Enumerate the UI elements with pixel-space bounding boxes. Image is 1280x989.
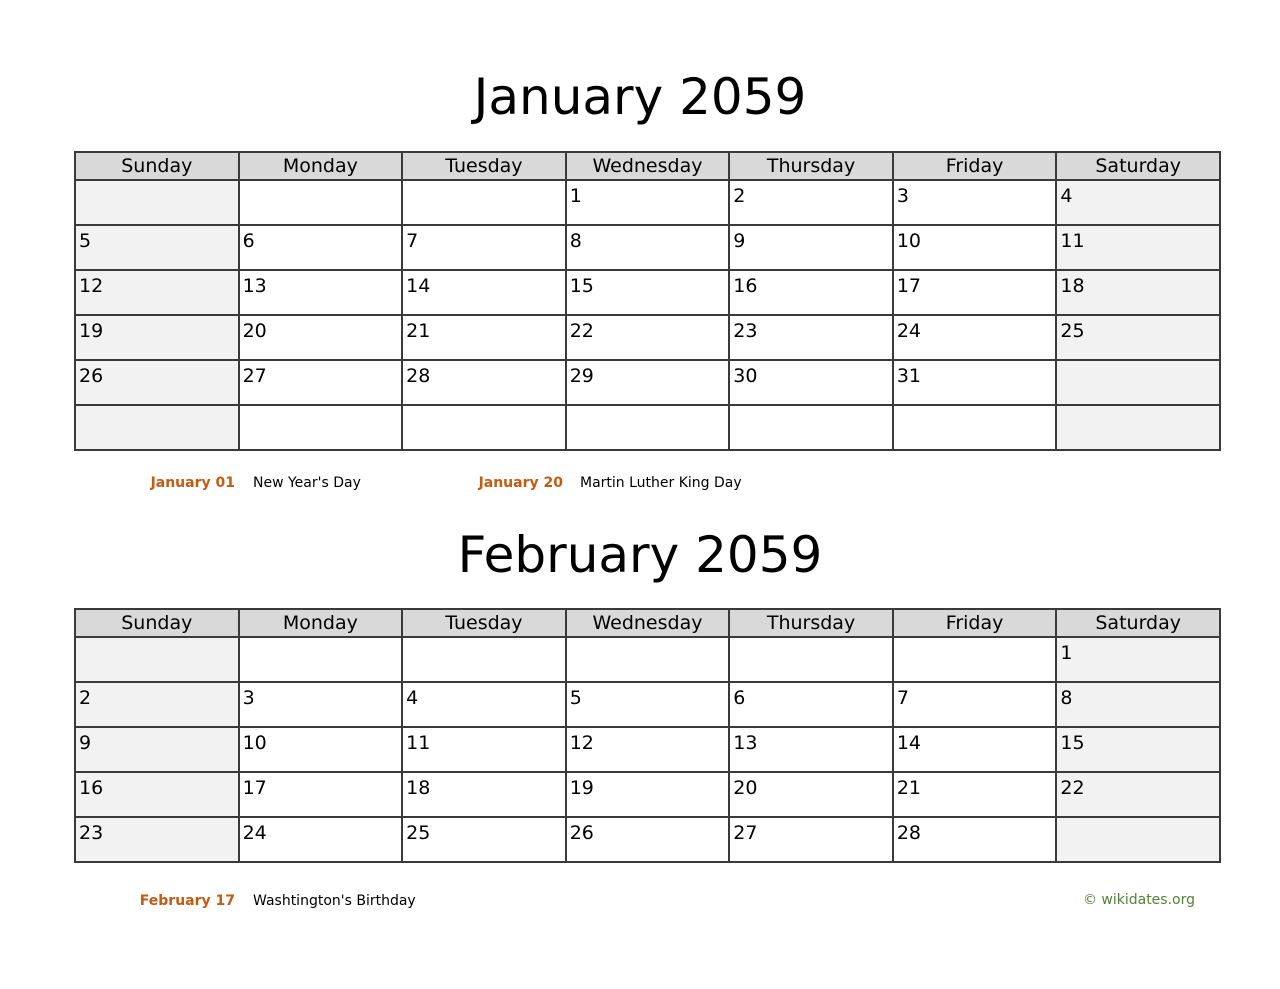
day-number: 2 <box>733 185 746 207</box>
day-cell <box>1056 270 1220 315</box>
day-cell <box>893 772 1057 817</box>
weekday-header-wednesday: Wednesday <box>566 609 730 637</box>
day-cell <box>402 180 566 225</box>
day-number: 22 <box>1060 777 1085 799</box>
day-cell <box>1056 180 1220 225</box>
day-cell <box>566 682 730 727</box>
day-number <box>730 406 892 411</box>
day-number: 4 <box>406 687 419 709</box>
day-number: 12 <box>569 732 594 754</box>
day-number <box>567 406 729 411</box>
holiday-date: February 17 <box>139 893 235 909</box>
day-cell <box>239 817 403 862</box>
day-cell <box>1056 315 1220 360</box>
day-cell <box>402 637 566 682</box>
weekday-header-tuesday: Tuesday <box>402 609 566 637</box>
day-number: 28 <box>896 822 921 844</box>
day-cell <box>1056 360 1220 405</box>
day-number: 10 <box>896 230 921 252</box>
day-number: 20 <box>242 320 267 342</box>
day-cell <box>893 270 1057 315</box>
day-number: 5 <box>569 687 582 709</box>
day-number: 7 <box>896 687 909 709</box>
weekday-header-saturday: Saturday <box>1056 152 1220 180</box>
day-number: 24 <box>242 822 267 844</box>
day-number: 18 <box>406 777 431 799</box>
day-number: 25 <box>406 822 431 844</box>
day-number: 15 <box>1060 732 1085 754</box>
week-row <box>75 270 1220 315</box>
week-row <box>75 817 1220 862</box>
day-cell <box>75 225 239 270</box>
day-number <box>403 406 565 411</box>
day-cell <box>893 682 1057 727</box>
day-cell <box>239 772 403 817</box>
day-cell <box>75 270 239 315</box>
weekday-header-row <box>75 609 1220 637</box>
day-cell <box>729 315 893 360</box>
day-number: 16 <box>79 777 104 799</box>
day-number: 31 <box>896 365 921 387</box>
day-cell <box>566 270 730 315</box>
calendar-grid-february <box>74 608 1221 863</box>
day-cell <box>566 360 730 405</box>
day-cell <box>729 637 893 682</box>
day-number: 1 <box>1060 642 1073 664</box>
week-row <box>75 315 1220 360</box>
day-cell <box>1056 727 1220 772</box>
day-cell <box>729 817 893 862</box>
day-cell <box>729 682 893 727</box>
day-cell <box>402 225 566 270</box>
day-number: 26 <box>79 365 104 387</box>
day-cell <box>239 180 403 225</box>
day-cell <box>729 270 893 315</box>
day-cell <box>729 772 893 817</box>
day-cell <box>239 270 403 315</box>
day-cell <box>566 315 730 360</box>
day-cell <box>1056 225 1220 270</box>
weekday-header-thursday: Thursday <box>729 609 893 637</box>
day-cell <box>402 727 566 772</box>
day-number: 3 <box>896 185 909 207</box>
day-cell <box>729 727 893 772</box>
day-cell <box>729 405 893 450</box>
day-cell <box>893 225 1057 270</box>
day-cell <box>893 817 1057 862</box>
month-title-february: February 2059 <box>457 526 823 584</box>
weekday-header-row <box>75 152 1220 180</box>
day-cell <box>402 682 566 727</box>
day-cell <box>75 682 239 727</box>
day-number: 8 <box>569 230 582 252</box>
day-number: 10 <box>242 732 267 754</box>
week-row <box>75 727 1220 772</box>
day-number: 6 <box>242 230 255 252</box>
day-cell <box>239 727 403 772</box>
day-number: 16 <box>733 275 758 297</box>
day-cell <box>402 772 566 817</box>
day-cell <box>75 772 239 817</box>
day-number: 5 <box>79 230 92 252</box>
day-cell <box>1056 772 1220 817</box>
day-number: 29 <box>569 365 594 387</box>
day-cell <box>239 315 403 360</box>
day-cell <box>75 637 239 682</box>
day-cell <box>566 405 730 450</box>
day-number: 14 <box>406 275 431 297</box>
day-cell <box>239 225 403 270</box>
day-number <box>894 638 1056 643</box>
weekday-header-friday: Friday <box>893 152 1057 180</box>
weekday-header-sunday: Sunday <box>75 152 239 180</box>
day-number: 28 <box>406 365 431 387</box>
week-row <box>75 180 1220 225</box>
week-row <box>75 772 1220 817</box>
day-number <box>567 638 729 643</box>
day-cell <box>1056 817 1220 862</box>
day-number: 18 <box>1060 275 1085 297</box>
day-number: 9 <box>79 732 92 754</box>
day-number: 6 <box>733 687 746 709</box>
weekday-header-friday: Friday <box>893 609 1057 637</box>
day-number: 1 <box>569 185 582 207</box>
day-number: 4 <box>1060 185 1073 207</box>
day-cell <box>893 405 1057 450</box>
week-row <box>75 225 1220 270</box>
day-cell <box>75 360 239 405</box>
day-number <box>403 181 565 186</box>
holiday-date: January 01 <box>150 475 235 491</box>
day-cell <box>75 180 239 225</box>
day-cell <box>893 180 1057 225</box>
weekday-header-monday: Monday <box>239 152 403 180</box>
day-number <box>403 638 565 643</box>
day-number: 19 <box>569 777 594 799</box>
day-cell <box>729 180 893 225</box>
day-cell <box>566 727 730 772</box>
holiday-name: Martin Luther King Day <box>580 475 742 491</box>
day-number: 9 <box>733 230 746 252</box>
day-number: 23 <box>733 320 758 342</box>
weekday-header-thursday: Thursday <box>729 152 893 180</box>
weekday-header-saturday: Saturday <box>1056 609 1220 637</box>
day-cell <box>566 772 730 817</box>
holiday-name: Washtington's Birthday <box>253 893 416 909</box>
day-number <box>76 406 238 411</box>
day-cell <box>1056 405 1220 450</box>
day-cell <box>729 225 893 270</box>
day-number: 13 <box>242 275 267 297</box>
day-cell <box>893 360 1057 405</box>
day-cell <box>402 817 566 862</box>
day-cell <box>402 270 566 315</box>
month-title-january: January 2059 <box>473 68 807 126</box>
day-number: 27 <box>242 365 267 387</box>
day-cell <box>75 315 239 360</box>
day-cell <box>893 727 1057 772</box>
day-number: 21 <box>896 777 921 799</box>
day-number <box>894 406 1056 411</box>
day-number: 8 <box>1060 687 1073 709</box>
day-cell <box>893 637 1057 682</box>
day-number: 17 <box>896 275 921 297</box>
week-row <box>75 637 1220 682</box>
day-number: 14 <box>896 732 921 754</box>
holiday-name: New Year's Day <box>253 475 361 491</box>
day-number: 24 <box>896 320 921 342</box>
calendar-grid-january <box>74 151 1221 451</box>
day-number: 3 <box>242 687 255 709</box>
week-row <box>75 360 1220 405</box>
day-cell <box>893 315 1057 360</box>
day-cell <box>566 225 730 270</box>
day-number: 22 <box>569 320 594 342</box>
day-cell <box>239 405 403 450</box>
day-number <box>240 638 402 643</box>
day-number: 15 <box>569 275 594 297</box>
day-number: 2 <box>79 687 92 709</box>
day-number: 25 <box>1060 320 1085 342</box>
day-number: 19 <box>79 320 104 342</box>
day-cell <box>239 682 403 727</box>
day-cell <box>75 405 239 450</box>
day-number: 17 <box>242 777 267 799</box>
weekday-header-tuesday: Tuesday <box>402 152 566 180</box>
day-cell <box>566 180 730 225</box>
week-row <box>75 682 1220 727</box>
day-number: 23 <box>79 822 104 844</box>
day-cell <box>239 637 403 682</box>
day-cell <box>402 405 566 450</box>
day-number: 26 <box>569 822 594 844</box>
day-cell <box>402 360 566 405</box>
day-number: 27 <box>733 822 758 844</box>
weekday-header-monday: Monday <box>239 609 403 637</box>
day-number: 7 <box>406 230 419 252</box>
day-cell <box>239 360 403 405</box>
day-cell <box>566 817 730 862</box>
weekday-header-wednesday: Wednesday <box>566 152 730 180</box>
day-number <box>1057 818 1219 823</box>
day-number <box>1057 361 1219 366</box>
day-number: 21 <box>406 320 431 342</box>
day-cell <box>566 637 730 682</box>
day-number <box>1057 406 1219 411</box>
day-cell <box>75 727 239 772</box>
day-number <box>240 406 402 411</box>
day-number: 11 <box>1060 230 1085 252</box>
week-row <box>75 405 1220 450</box>
day-number: 12 <box>79 275 104 297</box>
day-number: 11 <box>406 732 431 754</box>
day-number: 20 <box>733 777 758 799</box>
day-number <box>240 181 402 186</box>
day-cell <box>1056 682 1220 727</box>
day-cell <box>75 817 239 862</box>
holiday-date: January 20 <box>478 475 563 491</box>
day-number <box>730 638 892 643</box>
day-cell <box>1056 637 1220 682</box>
day-cell <box>402 315 566 360</box>
site-credit-link[interactable]: © wikidates.org <box>1082 892 1195 908</box>
day-number <box>76 638 238 643</box>
day-number <box>76 181 238 186</box>
day-cell <box>729 360 893 405</box>
weekday-header-sunday: Sunday <box>75 609 239 637</box>
day-number: 13 <box>733 732 758 754</box>
day-number: 30 <box>733 365 758 387</box>
